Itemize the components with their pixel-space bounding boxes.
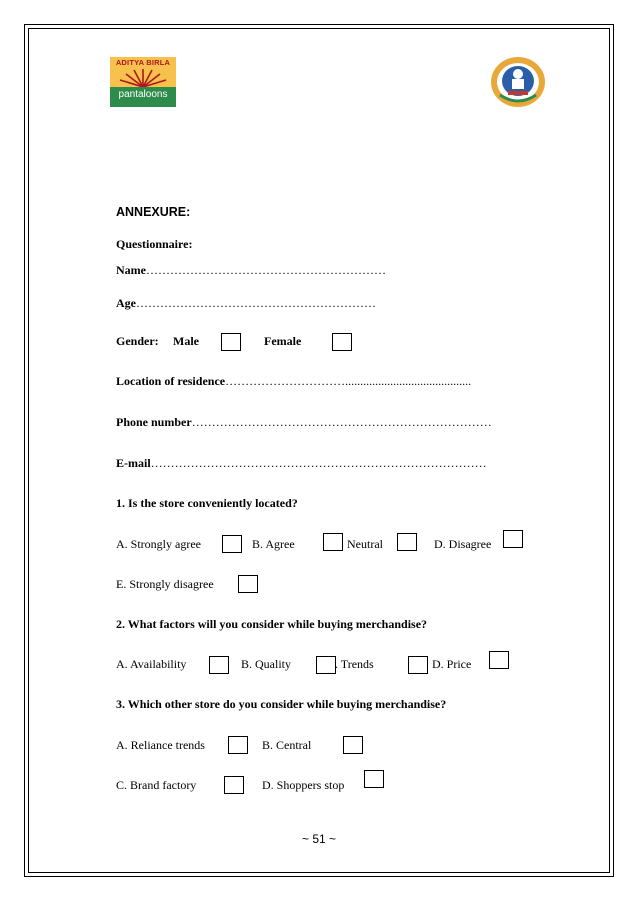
q3-question: 3. Which other store do you consider while buying merchandise?: [116, 697, 447, 711]
q1-option-b: B. Agree: [252, 537, 295, 551]
q2-option-b: B. Quality: [241, 657, 291, 671]
logo-bottom-band: [110, 87, 176, 107]
gender-label: Gender:: [116, 334, 159, 348]
sunburst-icon: [110, 57, 176, 87]
age-label: Age: [116, 296, 136, 310]
phone-label: Phone number: [116, 415, 192, 429]
name-field[interactable]: [116, 263, 386, 278]
q3-option-a-checkbox[interactable]: [228, 736, 248, 754]
q1-option-d: D. Disagree: [434, 537, 492, 551]
logo-top-band: [110, 57, 176, 87]
q2-question: 2. What factors will you consider while buying merchandise?: [116, 617, 428, 631]
q1-option-a: A. Strongly agree: [116, 537, 201, 551]
email-dots: …………………………………………………………………………: [150, 456, 487, 470]
gender-female-label: Female: [264, 334, 302, 348]
gender-female-checkbox[interactable]: [332, 333, 352, 351]
q2-option-b-checkbox[interactable]: [316, 656, 336, 674]
q3-option-a: A. Reliance trends: [116, 738, 205, 752]
email-label: E-mail: [116, 456, 151, 470]
q1-option-c-checkbox[interactable]: [397, 533, 417, 551]
q1-option-a-checkbox[interactable]: [222, 535, 242, 553]
location-label: Location of residence: [116, 374, 226, 388]
logo-sub-text: pantaloons: [118, 89, 168, 100]
q3-option-d: D. Shoppers stop: [262, 778, 345, 792]
page-number: ~ 51 ~: [301, 832, 337, 846]
q1-option-d-checkbox[interactable]: [503, 530, 523, 548]
q2-option-d-checkbox[interactable]: [489, 651, 509, 669]
q3-option-d-checkbox[interactable]: [364, 770, 384, 788]
gender-male-label: Male: [173, 334, 199, 348]
aditya-birla-pantaloons-logo: [110, 57, 176, 107]
gender-male-checkbox[interactable]: [221, 333, 241, 351]
q3-option-b-checkbox[interactable]: [343, 736, 363, 754]
q2-option-c-checkbox[interactable]: [408, 656, 428, 674]
phone-field[interactable]: [116, 415, 492, 430]
q2-option-c: . Trends: [335, 657, 374, 671]
q3-option-b: B. Central: [262, 738, 312, 752]
age-field[interactable]: [116, 296, 376, 311]
annexure-heading: ANNEXURE:: [116, 205, 191, 219]
name-dots: ……………………………………………………: [146, 263, 386, 277]
q2-option-a: A. Availability: [116, 657, 187, 671]
q1-question: 1. Is the store conveniently located?: [116, 496, 298, 510]
q3-option-c: C. Brand factory: [116, 778, 197, 792]
q2-option-d: D. Price: [432, 657, 472, 671]
email-field[interactable]: [116, 456, 487, 471]
q1-option-e: E. Strongly disagree: [116, 577, 214, 591]
location-field[interactable]: [116, 374, 471, 389]
questionnaire-label: Questionnaire:: [116, 237, 193, 251]
logo-brand-text: ADITYA BIRLA: [115, 58, 171, 67]
q1-option-c: Neutral: [347, 537, 383, 551]
q3-option-c-checkbox[interactable]: [224, 776, 244, 794]
name-label: Name: [116, 263, 146, 277]
q1-option-b-checkbox[interactable]: [323, 533, 343, 551]
age-dots: ……………………………………………………: [136, 296, 376, 310]
location-dots: …………………………..........................................: [225, 374, 472, 388]
phone-dots: …………………………………………………………………: [191, 415, 492, 429]
q1-option-e-checkbox[interactable]: [238, 575, 258, 593]
university-emblem-icon: [488, 55, 548, 110]
q2-option-a-checkbox[interactable]: [209, 656, 229, 674]
